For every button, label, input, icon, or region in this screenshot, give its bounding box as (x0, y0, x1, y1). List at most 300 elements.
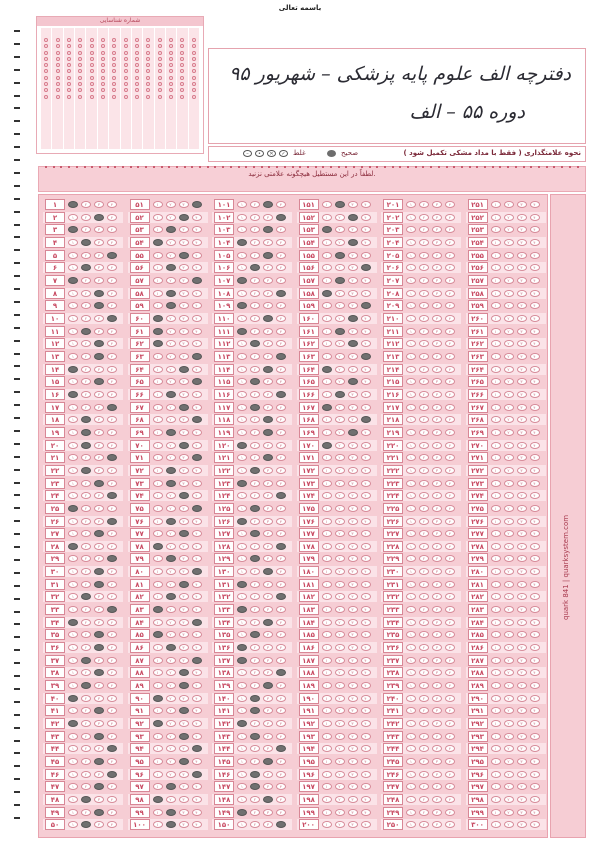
answer-bubble[interactable]: ۲ (166, 695, 176, 702)
answer-bubble[interactable]: ۳ (94, 391, 104, 398)
answer-bubble[interactable]: ۳ (348, 467, 358, 474)
answer-bubble[interactable]: ۱ (237, 682, 247, 689)
answer-bubble[interactable]: ۳ (179, 340, 189, 347)
id-digit-bubble[interactable] (101, 82, 105, 86)
answer-bubble[interactable]: ۳ (517, 669, 527, 676)
id-digit-bubble[interactable] (44, 44, 48, 48)
answer-bubble[interactable]: ۱ (237, 226, 247, 233)
answer-bubble[interactable]: ۳ (432, 264, 442, 271)
answer-bubble[interactable]: ۳ (517, 796, 527, 803)
id-digit-bubble[interactable] (180, 44, 184, 48)
answer-bubble[interactable]: ۱ (406, 290, 416, 297)
answer-bubble[interactable]: ۱ (406, 631, 416, 638)
answer-bubble[interactable]: ۴ (107, 467, 117, 474)
id-digit-bubble[interactable] (90, 69, 94, 73)
answer-bubble[interactable]: ۳ (348, 733, 358, 740)
answer-bubble[interactable] (250, 530, 260, 537)
answer-bubble[interactable]: ۲ (250, 277, 260, 284)
answer-bubble[interactable]: ۴ (107, 821, 117, 828)
answer-bubble[interactable]: ۴ (192, 669, 202, 676)
answer-bubble[interactable]: ۲ (166, 771, 176, 778)
answer-bubble[interactable]: ۴ (361, 480, 371, 487)
id-digit-bubble[interactable] (192, 69, 196, 73)
answer-bubble[interactable]: ۴ (530, 442, 540, 449)
answer-bubble[interactable]: ۳ (432, 315, 442, 322)
answer-bubble[interactable]: ۱ (322, 631, 332, 638)
answer-bubble[interactable]: ۲ (250, 315, 260, 322)
answer-bubble[interactable]: ۲ (419, 581, 429, 588)
answer-bubble[interactable]: ۳ (432, 771, 442, 778)
answer-bubble[interactable]: ۳ (263, 606, 273, 613)
answer-bubble[interactable]: ۴ (445, 315, 455, 322)
answer-bubble[interactable]: ۱ (322, 758, 332, 765)
answer-bubble[interactable]: ۳ (432, 619, 442, 626)
answer-bubble[interactable]: ۲ (335, 796, 345, 803)
answer-bubble[interactable]: ۴ (276, 657, 286, 664)
answer-bubble[interactable]: ۳ (263, 302, 273, 309)
answer-bubble[interactable]: ۱ (406, 809, 416, 816)
answer-bubble[interactable]: ۱ (406, 340, 416, 347)
id-digit-bubble[interactable] (124, 88, 128, 92)
answer-bubble[interactable]: ۳ (179, 302, 189, 309)
answer-bubble[interactable]: ۳ (94, 492, 104, 499)
answer-bubble[interactable]: ۲ (166, 530, 176, 537)
answer-bubble[interactable]: ۱ (322, 505, 332, 512)
answer-bubble[interactable] (68, 695, 78, 702)
answer-bubble[interactable]: ۴ (107, 416, 117, 423)
answer-bubble[interactable]: ۴ (530, 568, 540, 575)
answer-bubble[interactable]: ۳ (179, 454, 189, 461)
answer-bubble[interactable]: ۱ (491, 720, 501, 727)
answer-bubble[interactable]: ۲ (504, 720, 514, 727)
answer-bubble[interactable]: ۱ (491, 593, 501, 600)
answer-bubble[interactable]: ۱ (406, 226, 416, 233)
answer-bubble[interactable]: ۲ (419, 239, 429, 246)
answer-bubble[interactable]: ۲ (419, 391, 429, 398)
answer-bubble[interactable]: ۳ (432, 378, 442, 385)
answer-bubble[interactable] (263, 568, 273, 575)
answer-bubble[interactable]: ۲ (504, 821, 514, 828)
answer-bubble[interactable]: ۴ (530, 391, 540, 398)
answer-bubble[interactable] (107, 745, 117, 752)
answer-bubble[interactable]: ۳ (94, 404, 104, 411)
answer-bubble[interactable]: ۱ (153, 277, 163, 284)
answer-bubble[interactable]: ۴ (361, 771, 371, 778)
answer-bubble[interactable]: ۱ (153, 644, 163, 651)
answer-bubble[interactable]: ۲ (335, 404, 345, 411)
answer-bubble[interactable]: ۳ (263, 518, 273, 525)
answer-bubble[interactable]: ۳ (517, 530, 527, 537)
answer-bubble[interactable]: ۲ (166, 505, 176, 512)
answer-bubble[interactable]: ۴ (276, 277, 286, 284)
id-digit-bubble[interactable] (112, 76, 116, 80)
answer-bubble[interactable]: ۱ (322, 467, 332, 474)
answer-bubble[interactable]: ۴ (445, 631, 455, 638)
answer-bubble[interactable]: ۱ (491, 467, 501, 474)
answer-bubble[interactable] (263, 315, 273, 322)
answer-bubble[interactable] (192, 353, 202, 360)
id-digit-bubble[interactable] (67, 76, 71, 80)
answer-bubble[interactable]: ۲ (250, 226, 260, 233)
answer-bubble[interactable]: ۴ (530, 290, 540, 297)
answer-bubble[interactable]: ۲ (250, 644, 260, 651)
answer-bubble[interactable]: ۳ (348, 201, 358, 208)
answer-bubble[interactable]: ۲ (419, 442, 429, 449)
answer-bubble[interactable]: ۳ (179, 201, 189, 208)
answer-bubble[interactable]: ۴ (361, 707, 371, 714)
answer-bubble[interactable]: ۳ (517, 745, 527, 752)
answer-bubble[interactable]: ۲ (335, 214, 345, 221)
answer-bubble[interactable]: ۳ (517, 353, 527, 360)
id-digit-bubble[interactable] (192, 51, 196, 55)
id-digit-bubble[interactable] (180, 95, 184, 99)
answer-bubble[interactable]: ۱ (237, 783, 247, 790)
answer-bubble[interactable]: ۳ (94, 771, 104, 778)
answer-bubble[interactable]: ۳ (348, 391, 358, 398)
answer-bubble[interactable]: ۱ (322, 277, 332, 284)
answer-bubble[interactable]: ۳ (94, 442, 104, 449)
answer-bubble[interactable] (166, 429, 176, 436)
answer-bubble[interactable]: ۲ (81, 378, 91, 385)
answer-bubble[interactable]: ۳ (432, 606, 442, 613)
answer-bubble[interactable]: ۲ (504, 378, 514, 385)
answer-bubble[interactable]: ۱ (153, 581, 163, 588)
answer-bubble[interactable]: ۴ (107, 657, 117, 664)
answer-bubble[interactable]: ۳ (517, 416, 527, 423)
answer-bubble[interactable]: ۲ (504, 619, 514, 626)
answer-bubble[interactable]: ۴ (530, 555, 540, 562)
answer-bubble[interactable]: ۲ (81, 518, 91, 525)
answer-bubble[interactable]: ۴ (445, 239, 455, 246)
answer-bubble[interactable]: ۴ (107, 290, 117, 297)
answer-bubble[interactable] (276, 214, 286, 221)
answer-bubble[interactable]: ۱ (68, 733, 78, 740)
answer-bubble[interactable]: ۱ (491, 378, 501, 385)
answer-bubble[interactable] (68, 720, 78, 727)
answer-bubble[interactable]: ۱ (491, 771, 501, 778)
answer-bubble[interactable]: ۱ (406, 315, 416, 322)
answer-bubble[interactable]: ۳ (432, 492, 442, 499)
answer-bubble[interactable]: ۴ (192, 796, 202, 803)
answer-bubble[interactable]: ۳ (517, 581, 527, 588)
answer-bubble[interactable]: ۲ (504, 404, 514, 411)
answer-bubble[interactable]: ۴ (276, 239, 286, 246)
id-digit-bubble[interactable] (135, 57, 139, 61)
answer-bubble[interactable] (94, 669, 104, 676)
answer-bubble[interactable]: ۴ (107, 340, 117, 347)
answer-bubble[interactable]: ۲ (504, 201, 514, 208)
answer-bubble[interactable]: ۱ (406, 555, 416, 562)
answer-bubble[interactable]: ۴ (530, 226, 540, 233)
answer-bubble[interactable]: ۲ (504, 606, 514, 613)
answer-bubble[interactable]: ۲ (250, 252, 260, 259)
answer-bubble[interactable]: ۲ (419, 378, 429, 385)
answer-bubble[interactable]: ۳ (517, 505, 527, 512)
answer-bubble[interactable] (335, 277, 345, 284)
answer-bubble[interactable]: ۳ (348, 631, 358, 638)
answer-bubble[interactable]: ۲ (504, 277, 514, 284)
answer-bubble[interactable]: ۴ (276, 378, 286, 385)
answer-bubble[interactable]: ۱ (491, 391, 501, 398)
answer-bubble[interactable]: ۲ (504, 771, 514, 778)
answer-bubble[interactable]: ۳ (517, 201, 527, 208)
answer-bubble[interactable]: ۴ (530, 366, 540, 373)
answer-bubble[interactable]: ۳ (432, 454, 442, 461)
answer-bubble[interactable]: ۲ (166, 669, 176, 676)
answer-bubble[interactable]: ۱ (68, 442, 78, 449)
answer-bubble[interactable]: ۱ (237, 378, 247, 385)
answer-bubble[interactable]: ۳ (517, 454, 527, 461)
answer-bubble[interactable]: ۳ (348, 226, 358, 233)
answer-bubble[interactable]: ۴ (445, 707, 455, 714)
answer-bubble[interactable]: ۱ (237, 695, 247, 702)
answer-bubble[interactable]: ۳ (263, 631, 273, 638)
answer-bubble[interactable]: ۲ (419, 315, 429, 322)
answer-bubble[interactable]: ۳ (432, 277, 442, 284)
answer-bubble[interactable]: ۱ (491, 606, 501, 613)
answer-bubble[interactable]: ۳ (263, 581, 273, 588)
answer-bubble[interactable] (237, 809, 247, 816)
answer-bubble[interactable]: ۲ (335, 682, 345, 689)
answer-bubble[interactable]: ۳ (517, 758, 527, 765)
answer-bubble[interactable]: ۳ (432, 239, 442, 246)
answer-bubble[interactable]: ۲ (250, 480, 260, 487)
answer-bubble[interactable]: ۴ (107, 391, 117, 398)
answer-bubble[interactable]: ۳ (94, 264, 104, 271)
answer-bubble[interactable]: ۳ (432, 429, 442, 436)
id-digit-bubble[interactable] (112, 69, 116, 73)
id-digit-bubble[interactable] (78, 44, 82, 48)
answer-bubble[interactable]: ۴ (361, 593, 371, 600)
id-digit-bubble[interactable] (180, 88, 184, 92)
answer-bubble[interactable]: ۴ (276, 226, 286, 233)
answer-bubble[interactable]: ۳ (94, 252, 104, 259)
answer-bubble[interactable]: ۴ (276, 619, 286, 626)
answer-bubble[interactable] (153, 631, 163, 638)
id-digit-bubble[interactable] (192, 88, 196, 92)
id-digit-bubble[interactable] (101, 95, 105, 99)
answer-bubble[interactable]: ۴ (276, 581, 286, 588)
answer-bubble[interactable]: ۲ (250, 201, 260, 208)
answer-bubble[interactable]: ۳ (179, 467, 189, 474)
answer-bubble[interactable]: ۲ (419, 226, 429, 233)
id-digit-bubble[interactable] (169, 38, 173, 42)
answer-bubble[interactable]: ۲ (504, 340, 514, 347)
answer-bubble[interactable]: ۴ (107, 783, 117, 790)
answer-bubble[interactable]: ۴ (107, 226, 117, 233)
answer-bubble[interactable] (192, 378, 202, 385)
answer-bubble[interactable]: ۱ (68, 745, 78, 752)
answer-bubble[interactable]: ۳ (94, 657, 104, 664)
answer-bubble[interactable]: ۱ (68, 416, 78, 423)
answer-bubble[interactable]: ۳ (348, 821, 358, 828)
answer-bubble[interactable]: ۱ (406, 302, 416, 309)
answer-bubble[interactable] (94, 707, 104, 714)
id-digit-bubble[interactable] (169, 57, 173, 61)
answer-bubble[interactable]: ۲ (335, 543, 345, 550)
answer-bubble[interactable]: ۱ (153, 492, 163, 499)
answer-bubble[interactable]: ۳ (432, 391, 442, 398)
id-digit-bubble[interactable] (158, 63, 162, 67)
id-digit-bubble[interactable] (90, 63, 94, 67)
answer-bubble[interactable]: ۱ (153, 530, 163, 537)
answer-bubble[interactable] (81, 442, 91, 449)
answer-bubble[interactable]: ۲ (250, 619, 260, 626)
answer-bubble[interactable]: ۳ (432, 669, 442, 676)
answer-bubble[interactable] (250, 733, 260, 740)
answer-bubble[interactable]: ۲ (166, 404, 176, 411)
answer-bubble[interactable]: ۲ (335, 340, 345, 347)
answer-bubble[interactable]: ۴ (445, 543, 455, 550)
answer-bubble[interactable]: ۴ (276, 555, 286, 562)
answer-bubble[interactable]: ۳ (517, 340, 527, 347)
answer-bubble[interactable]: ۲ (81, 530, 91, 537)
id-digit-bubble[interactable] (146, 82, 150, 86)
answer-bubble[interactable]: ۴ (276, 695, 286, 702)
answer-bubble[interactable]: ۱ (153, 619, 163, 626)
answer-bubble[interactable]: ۴ (445, 328, 455, 335)
answer-bubble[interactable]: ۳ (263, 353, 273, 360)
answer-bubble[interactable]: ۲ (419, 277, 429, 284)
id-digit-bubble[interactable] (44, 38, 48, 42)
answer-bubble[interactable]: ۲ (504, 505, 514, 512)
answer-bubble[interactable]: ۴ (107, 695, 117, 702)
answer-bubble[interactable] (250, 771, 260, 778)
answer-bubble[interactable]: ۳ (263, 378, 273, 385)
answer-bubble[interactable] (94, 733, 104, 740)
answer-bubble[interactable]: ۱ (406, 568, 416, 575)
answer-bubble[interactable] (107, 492, 117, 499)
answer-bubble[interactable]: ۱ (406, 416, 416, 423)
answer-bubble[interactable]: ۱ (237, 404, 247, 411)
answer-bubble[interactable] (68, 391, 78, 398)
answer-bubble[interactable]: ۴ (192, 530, 202, 537)
answer-bubble[interactable]: ۴ (361, 682, 371, 689)
answer-bubble[interactable]: ۱ (68, 518, 78, 525)
answer-bubble[interactable]: ۴ (107, 378, 117, 385)
answer-bubble[interactable] (179, 581, 189, 588)
answer-bubble[interactable]: ۱ (322, 239, 332, 246)
answer-bubble[interactable]: ۱ (237, 505, 247, 512)
answer-bubble[interactable]: ۴ (192, 758, 202, 765)
answer-bubble[interactable]: ۱ (237, 796, 247, 803)
answer-bubble[interactable]: ۴ (276, 328, 286, 335)
answer-bubble[interactable]: ۲ (81, 783, 91, 790)
answer-bubble[interactable]: ۳ (348, 644, 358, 651)
answer-bubble[interactable]: ۴ (530, 657, 540, 664)
answer-bubble[interactable]: ۳ (348, 442, 358, 449)
answer-bubble[interactable]: ۱ (153, 783, 163, 790)
answer-bubble[interactable]: ۱ (68, 315, 78, 322)
answer-bubble[interactable]: ۴ (276, 429, 286, 436)
id-digit-bubble[interactable] (124, 69, 128, 73)
id-digit-bubble[interactable] (56, 82, 60, 86)
answer-bubble[interactable]: ۱ (406, 745, 416, 752)
answer-bubble[interactable]: ۲ (81, 581, 91, 588)
answer-bubble[interactable]: ۱ (153, 366, 163, 373)
answer-bubble[interactable]: ۴ (361, 581, 371, 588)
answer-bubble[interactable]: ۱ (153, 302, 163, 309)
answer-bubble[interactable] (192, 745, 202, 752)
answer-bubble[interactable]: ۳ (432, 555, 442, 562)
answer-bubble[interactable]: ۲ (504, 783, 514, 790)
answer-bubble[interactable]: ۲ (81, 707, 91, 714)
answer-bubble[interactable]: ۳ (432, 252, 442, 259)
id-digit-bubble[interactable] (146, 69, 150, 73)
id-digit-bubble[interactable] (56, 76, 60, 80)
answer-bubble[interactable]: ۲ (504, 796, 514, 803)
answer-bubble[interactable]: ۴ (107, 328, 117, 335)
answer-bubble[interactable]: ۴ (361, 695, 371, 702)
answer-bubble[interactable] (107, 404, 117, 411)
answer-bubble[interactable]: ۱ (491, 783, 501, 790)
answer-bubble[interactable]: ۲ (504, 353, 514, 360)
id-digit-bubble[interactable] (146, 57, 150, 61)
answer-bubble[interactable] (179, 252, 189, 259)
answer-bubble[interactable]: ۲ (81, 366, 91, 373)
answer-bubble[interactable]: ۳ (517, 328, 527, 335)
answer-bubble[interactable]: ۲ (335, 809, 345, 816)
answer-bubble[interactable]: ۴ (107, 277, 117, 284)
id-digit-bubble[interactable] (101, 51, 105, 55)
answer-bubble[interactable]: ۱ (322, 809, 332, 816)
answer-bubble[interactable]: ۴ (530, 606, 540, 613)
answer-bubble[interactable]: ۳ (179, 593, 189, 600)
answer-bubble[interactable]: ۱ (491, 492, 501, 499)
answer-bubble[interactable]: ۳ (94, 796, 104, 803)
answer-bubble[interactable]: ۳ (348, 366, 358, 373)
answer-bubble[interactable]: ۲ (504, 429, 514, 436)
answer-bubble[interactable]: ۳ (263, 277, 273, 284)
answer-bubble[interactable]: ۲ (419, 771, 429, 778)
answer-bubble[interactable]: ۴ (530, 695, 540, 702)
answer-bubble[interactable]: ۴ (445, 555, 455, 562)
answer-bubble[interactable] (166, 783, 176, 790)
answer-bubble[interactable]: ۱ (491, 416, 501, 423)
answer-bubble[interactable]: ۳ (94, 454, 104, 461)
answer-bubble[interactable]: ۱ (68, 809, 78, 816)
answer-bubble[interactable] (166, 821, 176, 828)
answer-bubble[interactable] (250, 707, 260, 714)
answer-bubble[interactable]: ۲ (166, 682, 176, 689)
answer-bubble[interactable]: ۳ (432, 733, 442, 740)
answer-bubble[interactable] (179, 758, 189, 765)
answer-bubble[interactable]: ۱ (406, 707, 416, 714)
answer-bubble[interactable]: ۱ (406, 771, 416, 778)
id-digit-bubble[interactable] (192, 76, 196, 80)
answer-bubble[interactable]: ۳ (94, 720, 104, 727)
answer-bubble[interactable]: ۳ (94, 593, 104, 600)
answer-bubble[interactable] (192, 454, 202, 461)
answer-bubble[interactable] (192, 505, 202, 512)
answer-bubble[interactable]: ۳ (263, 809, 273, 816)
answer-bubble[interactable]: ۳ (179, 606, 189, 613)
answer-bubble[interactable]: ۳ (517, 518, 527, 525)
answer-bubble[interactable]: ۴ (530, 631, 540, 638)
answer-bubble[interactable] (237, 720, 247, 727)
answer-bubble[interactable] (153, 543, 163, 550)
answer-bubble[interactable]: ۳ (263, 340, 273, 347)
answer-bubble[interactable]: ۴ (530, 707, 540, 714)
answer-bubble[interactable]: ۴ (361, 201, 371, 208)
answer-bubble[interactable]: ۳ (179, 328, 189, 335)
answer-bubble[interactable]: ۱ (68, 214, 78, 221)
answer-bubble[interactable]: ۴ (192, 783, 202, 790)
answer-bubble[interactable] (250, 555, 260, 562)
answer-bubble[interactable] (276, 543, 286, 550)
answer-bubble[interactable]: ۱ (406, 353, 416, 360)
answer-bubble[interactable]: ۱ (153, 568, 163, 575)
